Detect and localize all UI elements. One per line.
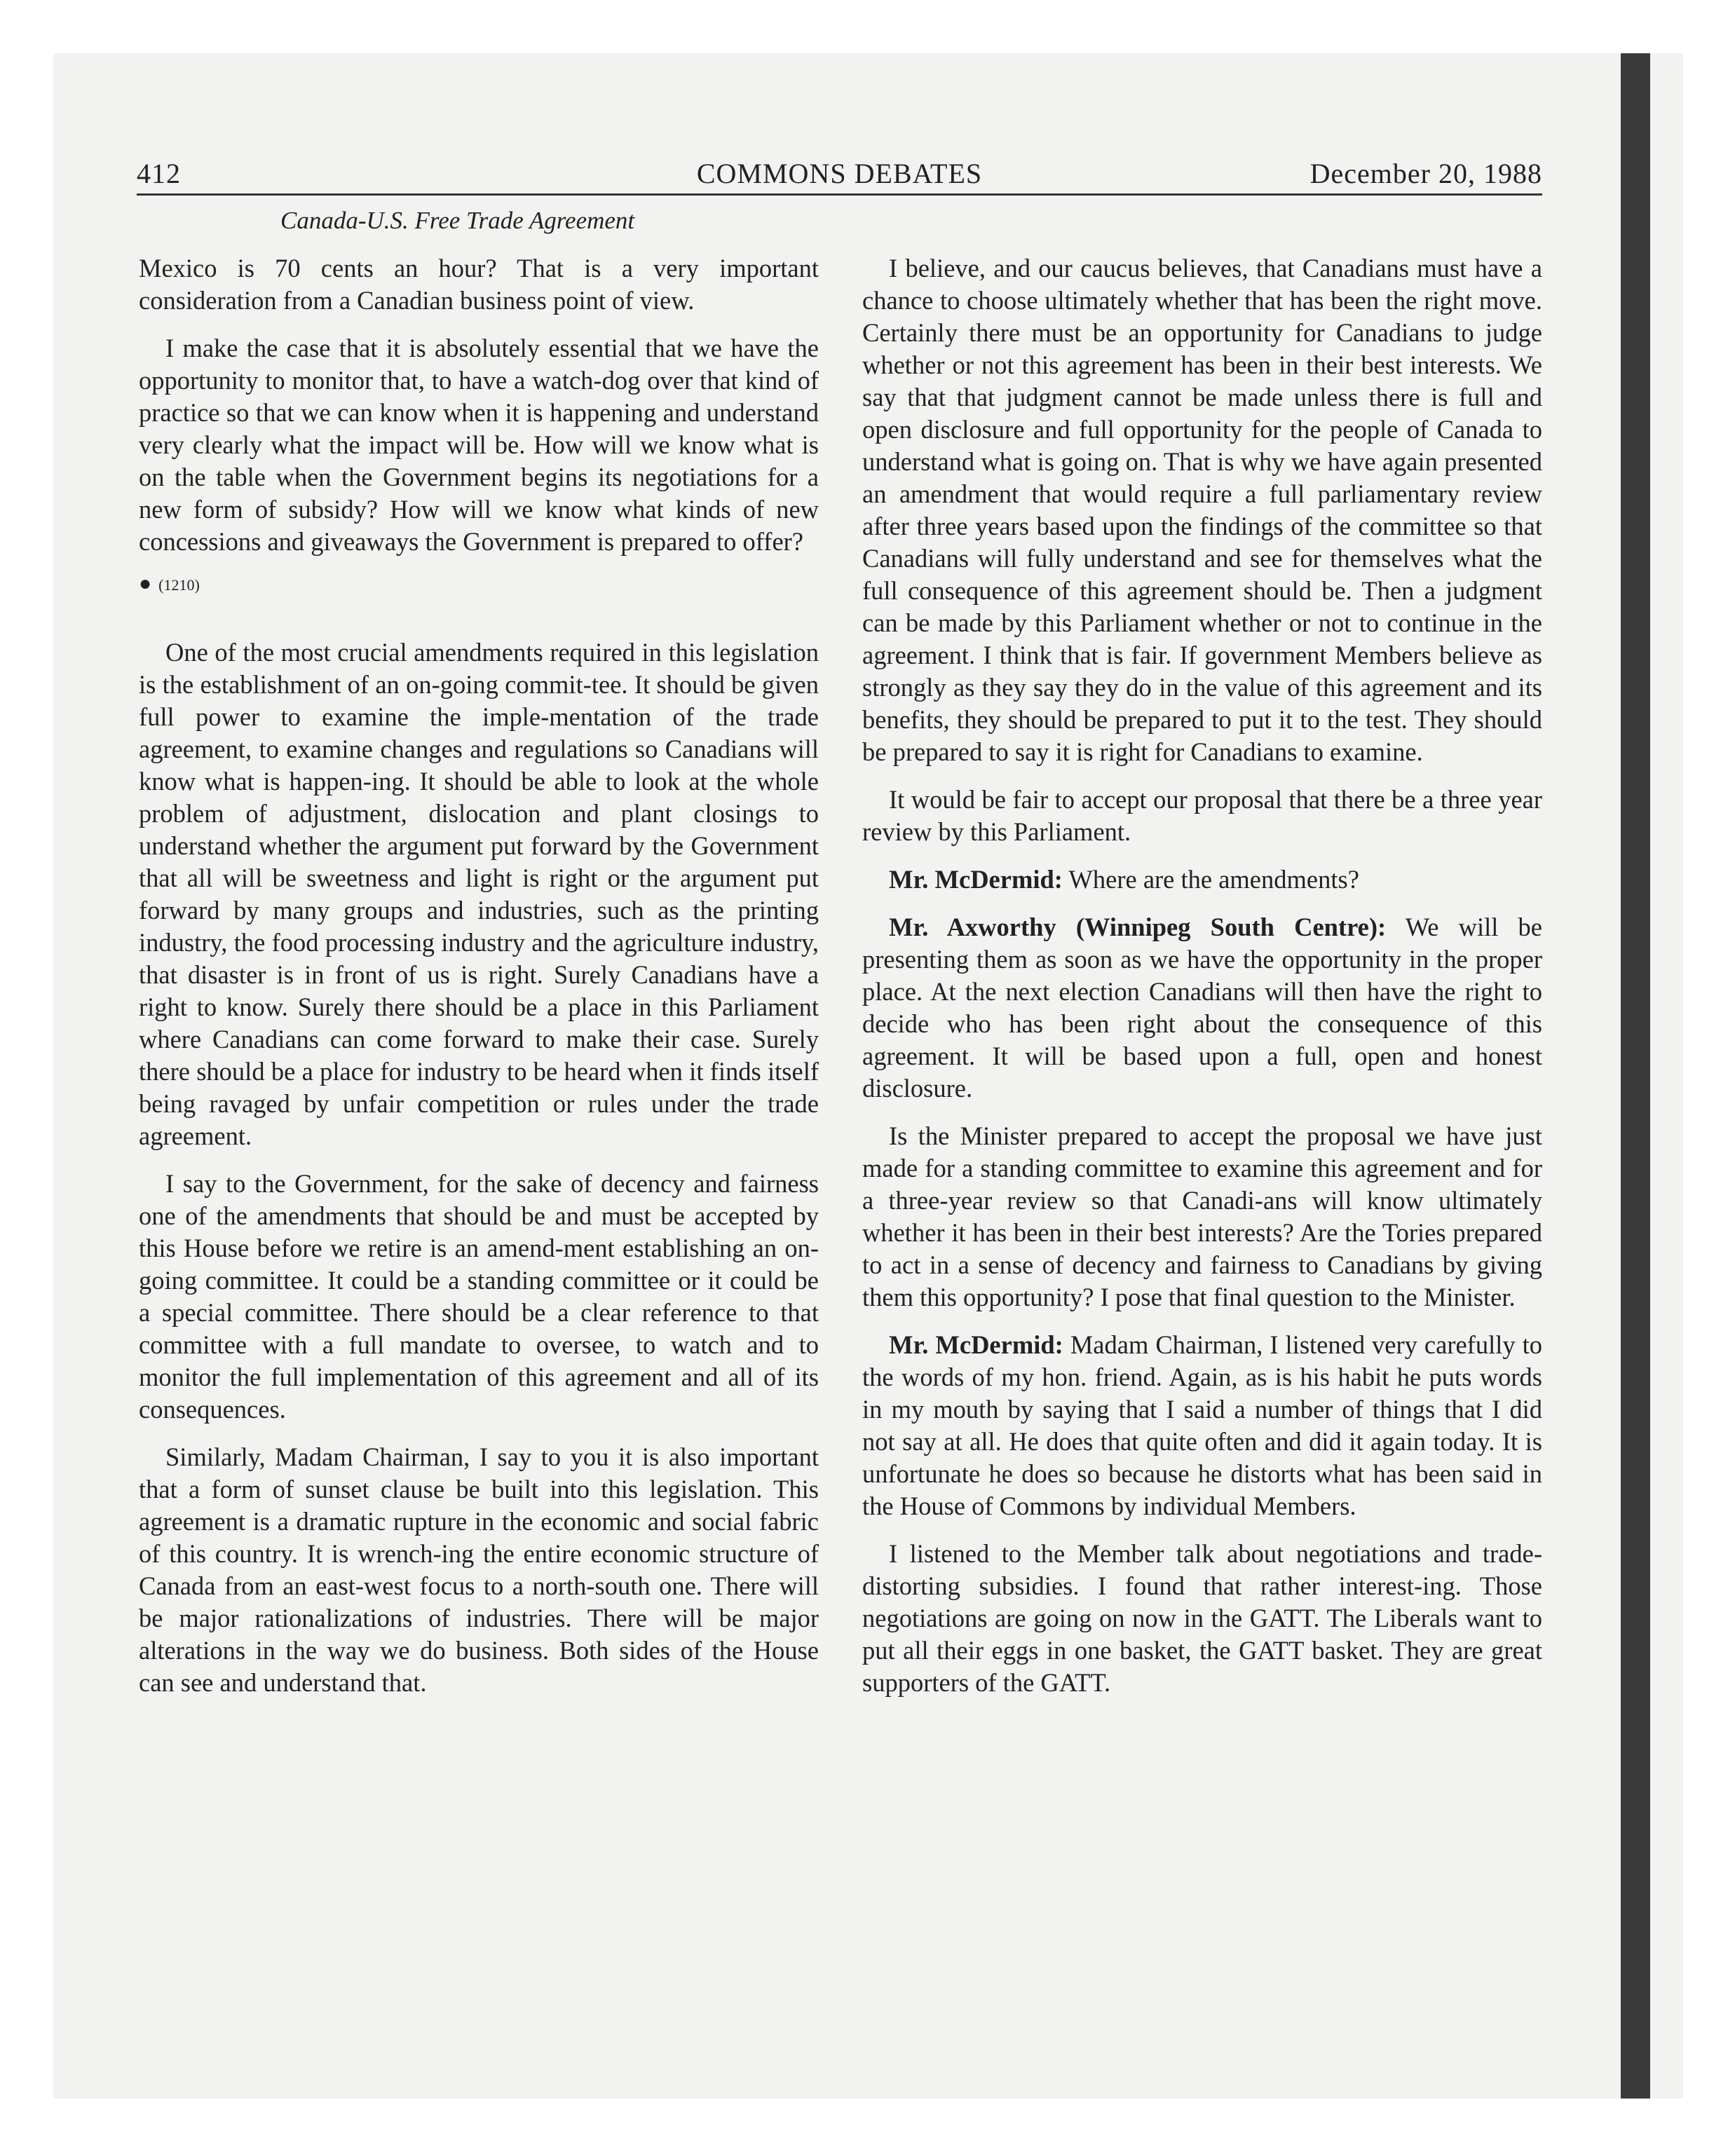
paragraph: Similarly, Madam Chairman, I say to you it is also important that a form of sunset clause be built into this legislation. This agreement is a dramatic rupture in the economic and social fabric of this country. It is wrench-ing the entire economic structure of Canada from an east-west focus to a north-south one. There will be major rationalizations of industries. There will be major alterations in the way we do business. Both sides of the House can see and understand that.	[139, 1442, 819, 1697]
speech	[862, 864, 1542, 896]
speech-text: Madam Chairman, I listened very carefully to the words of my hon. friend. Again, as is his habit he puts words in my mouth by saying that I said a number of things that I did not say at all. He does that quite often and did it again today. It is unfortunate he does so because he distorts what has been said in the House of Commons by individual Members.	[862, 1330, 1542, 1520]
speech	[862, 1329, 1542, 1522]
page-number: 412	[137, 158, 181, 189]
paragraph: It would be fair to accept our proposal that there be a three year review by this Parliament.	[862, 785, 1542, 846]
right-column	[862, 252, 1542, 1714]
bullet-icon: ●	[139, 572, 152, 595]
subject-heading: Canada-U.S. Free Trade Agreement	[280, 207, 635, 234]
time-marker	[139, 573, 819, 596]
header-date: December 20, 1988	[1309, 158, 1542, 189]
speaker-name: Mr. McDermid:	[889, 1330, 1063, 1359]
scan-edge-bar	[1621, 53, 1650, 2099]
left-column	[139, 252, 819, 1714]
publication-title: COMMONS DEBATES	[696, 158, 983, 189]
paragraph: Is the Minister prepared to accept the proposal we have just made for a standing committee to examine this agreement and for a three-year review so that Canadi-ans will know ultimately whether it has been in their best interests? Are the Tories prepared to act in a sense of decency and fairness to Canadians by giving them this opportunity? I pose that final question to the Minister.	[862, 1121, 1542, 1311]
paragraph: Mexico is 70 cents an hour? That is a very important consideration from a Canadian business point of view.	[139, 254, 819, 315]
paragraph: I make the case that it is absolutely essential that we have the opportunity to monitor that, to have a watch-dog over that kind of practice so that we can know when it is happening and understand very clearly what the impact will be. How will we know what is on the table when the Government begins its negotiations for a new form of subsidy? How will we know what kinds of new concessions and giveaways the Government is prepared to offer?	[139, 334, 819, 556]
time-marker-label: (1210)	[158, 576, 200, 594]
paragraph: One of the most crucial amendments required in this legislation is the establishment of an on-going commit-tee. It should be given full power to examine the imple-mentation of the trade agreement, to examine changes and regulations so Canadians will know what is happen-ing. It should be able to look at the whole problem of adjustment, dislocation and plant closings to understand whether the argument put forward by the Government that all will be sweetness and light is right or the argument put forward by many groups and industries, such as the printing industry, the food processing industry and the agriculture industry, that disaster is in front of us is right. Surely Canadians have a right to know. Surely there should be a place in this Parliament where Canadians can come forward to make their case. Surely there should be a place for industry to be heard when it finds itself being ravaged by unfair competition or rules under the trade agreement.	[139, 638, 819, 1150]
speaker-name: Mr. McDermid:	[889, 865, 1063, 894]
paragraph: I believe, and our caucus believes, that Canadians must have a chance to choose ultimately whether that has been the right move. Certainly there must be an opportunity for Canadians to judge whether or not this agreement has been in their best interests. We say that that judgment cannot be made unless there is full and open disclosure and full opportunity for the people of Canada to understand what is going on. That is why we have again presented an amendment that would require a full parliamentary review after three years based upon the findings of the committee so that Canadians will fully understand and see for themselves what the full consequence of this agreement should be. Then a judgment can be made by this Parliament whether or not to continue in the agreement. I think that is fair. If government Members believe as strongly as they say they do in the value of this agreement and its benefits, they should be prepared to put it to the test. They should be prepared to say it is right for Canadians to examine.	[862, 254, 1542, 766]
speaker-name: Mr. Axworthy (Winnipeg South Centre):	[889, 913, 1387, 941]
running-header	[137, 153, 1542, 196]
paragraph: I listened to the Member talk about negotiations and trade-distorting subsidies. I found that rather interest-ing. Those negotiations are going on now in the GATT. The Liberals want to put all their eggs in one basket, the GATT basket. They are great supporters of the GATT.	[862, 1539, 1542, 1697]
speech-text: Where are the amendments?	[1062, 865, 1359, 894]
speech	[862, 911, 1542, 1105]
paragraph: I say to the Government, for the sake of decency and fairness one of the amendments that should be and must be accepted by this House before we retire is an amend-ment establishing an on-going committee. It could be a standing committee or it could be a special committee. There should be a clear reference to that committee with a full mandate to oversee, to watch and to monitor the full implementation of this agreement and all of its consequences.	[139, 1169, 819, 1424]
speech-text: We will be presenting them as soon as we have the opportunity in the proper place. At the next election Canadians will then have the right to decide who has been right about the consequence of this agreement. It will be based upon a full, open and honest disclosure.	[862, 913, 1542, 1103]
